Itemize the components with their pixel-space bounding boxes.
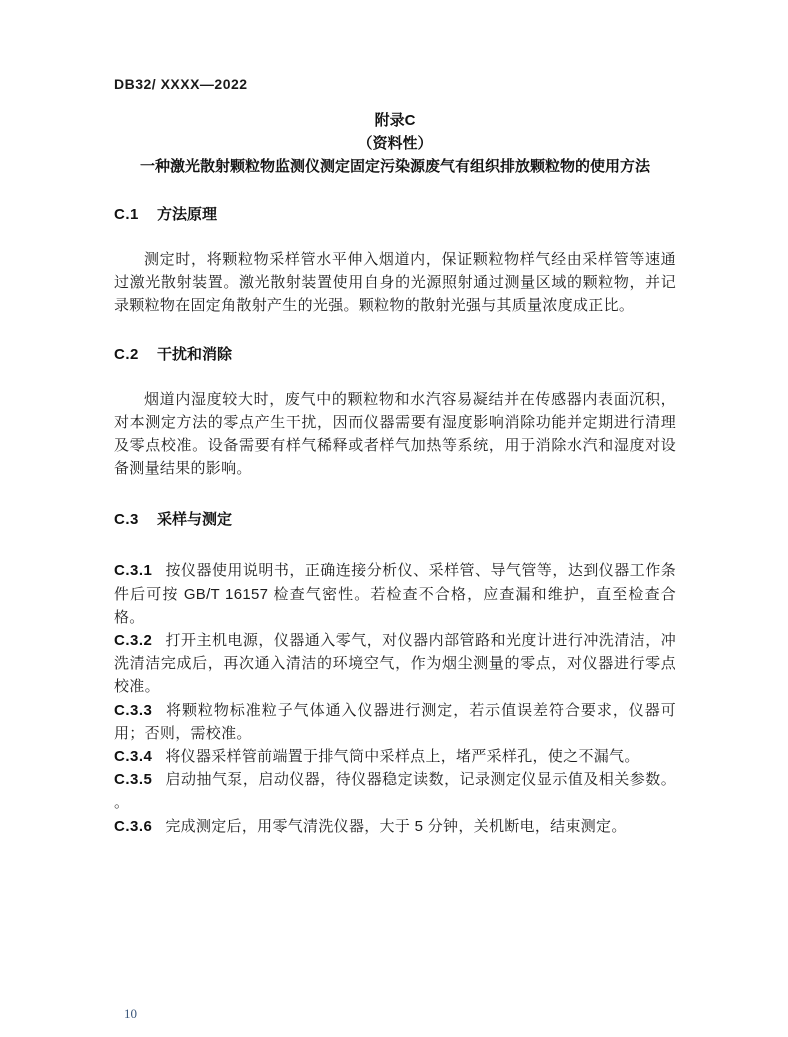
page-number: 10 xyxy=(124,1006,137,1021)
clause-c3-1 xyxy=(114,559,676,629)
clause-number: C.3.5 xyxy=(114,771,153,789)
clause-text: 打开主机电源，仪器通入零气，对仪器内部管路和光度计进行冲洗清洁，冲洗清洁完成后，再次通入清洁的环境空气，作为烟尘测量的零点，对仪器进行零点校准。 xyxy=(114,632,676,696)
section-heading-c2 xyxy=(114,345,676,365)
section-c1-paragraph: 测定时，将颗粒物采样管水平伸入烟道内，保证颗粒物样气经由采样管等速通过激光散射装置。激光散射装置使用自身的光源照射通过测量区域的颗粒物，并记录颗粒物在固定角散射产生的光强。颗粒物的散射光强与其质量浓度成正比。 xyxy=(114,251,676,315)
clause-text: 将颗粒物标准粒子气体通入仪器进行测定，若示值误差符合要求，仪器可用；否则，需校准。 xyxy=(114,701,676,742)
clause-c3-3 xyxy=(114,699,676,745)
section-number: C.1 xyxy=(114,206,139,223)
appendix-header xyxy=(114,109,676,178)
clause-c3-4 xyxy=(114,745,676,768)
document-code: DB32/ XXXX—2022 xyxy=(114,76,248,92)
section-heading-c3 xyxy=(114,510,676,530)
clause-list xyxy=(114,559,676,837)
section-number: C.3 xyxy=(114,511,139,529)
appendix-label: 附录C xyxy=(374,112,416,129)
section-heading-c1 xyxy=(114,205,676,225)
clause-c3-2 xyxy=(114,629,676,699)
clause-number: C.3.4 xyxy=(114,748,153,766)
clause-number: C.3.1 xyxy=(114,562,153,580)
clause-number: C.3.3 xyxy=(114,701,153,719)
appendix-type: （资料性） xyxy=(357,135,433,152)
clause-c3-5 xyxy=(114,768,676,814)
section-title: 采样与测定 xyxy=(157,511,233,529)
clause-c3-6 xyxy=(114,815,676,838)
page-content xyxy=(114,76,676,838)
clause-text: 将仪器采样管前端置于排气筒中采样点上，堵严采样孔，使之不漏气。 xyxy=(165,748,640,766)
section-number: C.2 xyxy=(114,345,139,363)
section-c2-paragraph: 烟道内湿度较大时，废气中的颗粒物和水汽容易凝结并在传感器内表面沉积，对本测定方法的零点产生干扰，因而仪器需要有湿度影响消除功能并定期进行清理及零点校准。设备需要有样气稀释或者样气加热等系统，用于消除水汽和湿度对设备测量结果的影响。 xyxy=(114,390,676,478)
clause-number: C.3.6 xyxy=(114,817,153,835)
clause-text: 完成测定后，用零气清洗仪器，大于 5 分钟，关机断电，结束测定。 xyxy=(165,817,627,835)
clause-number: C.3.2 xyxy=(114,632,153,650)
clause-text: 启动抽气泵，启动仪器，待仪器稳定读数，记录测定仪显示值及相关参数。 。 xyxy=(114,771,676,812)
section-title: 干扰和消除 xyxy=(157,345,233,363)
appendix-title: 一种激光散射颗粒物监测仪测定固定污染源废气有组织排放颗粒物的使用方法 xyxy=(139,158,650,175)
clause-text: 按仪器使用说明书，正确连接分析仪、采样管、导气管等，达到仪器工作条件后可按 GB/T 16157 检查气密性。若检查不合格，应查漏和维护，直至检查合格。 xyxy=(114,562,676,626)
section-title: 方法原理 xyxy=(157,206,218,223)
